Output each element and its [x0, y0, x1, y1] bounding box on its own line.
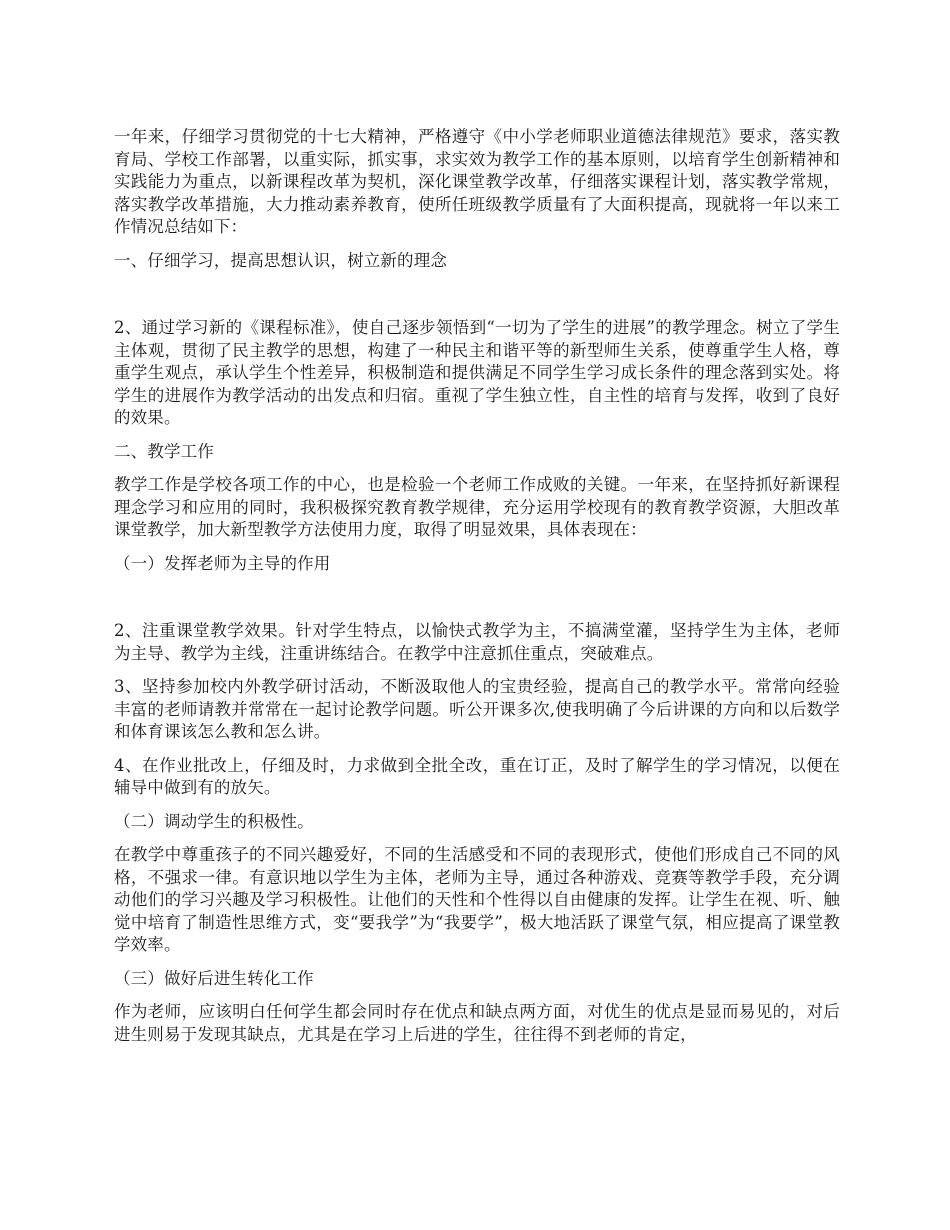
- document-page: [114, 126, 840, 1046]
- section-1-item-2: 2、通过学习新的《课程标准》，使自己逐步领悟到“一切为了学生的进展”的教学理念。树立了学生主体观，贯彻了民主教学的思想，构建了一种民主和谐平等的新型师生关系，使尊重学生人格，尊重学生观点，承认学生个性差异，积极制造和提供满足不同学生学习成长条件的理念落到实处。将学生的进展作为教学活动的出发点和归宿。重视了学生独立性，自主性的培育与发挥，收到了良好的效果。: [114, 318, 840, 427]
- subsection-3-heading: （三）做好后进生转化工作: [114, 968, 314, 988]
- subsection-1-heading: （一）发挥老师为主导的作用: [114, 553, 331, 573]
- subsection-1-item-3: 3、坚持参加校内外教学研讨活动，不断汲取他人的宝贵经验，提高自己的教学水平。常常向经验丰富的老师请教并常常在一起讨论教学问题。听公开课多次,使我明确了今后讲课的方向和以后数学和体育课该怎么教和怎么讲。: [114, 677, 840, 741]
- section-2-heading: 二、教学工作: [114, 441, 214, 461]
- subsection-3-body: 作为老师，应该明白任何学生都会同时存在优点和缺点两方面，对优生的优点是显而易见的，对后进生则易于发现其缺点，尤其是在学习上后进的学生，往往得不到老师的肯定，: [114, 1002, 840, 1044]
- section-1-heading: 一、仔细学习，提高思想认识，树立新的理念: [114, 250, 447, 270]
- subsection-1-item-4: 4、在作业批改上，仔细及时，力求做到全批全改，重在订正，及时了解学生的学习情况，以便在辅导中做到有的放矢。: [114, 755, 840, 797]
- subsection-2-body: 在教学中尊重孩子的不同兴趣爱好，不同的生活感受和不同的表现形式，使他们形成自己不同的风格，不强求一律。有意识地以学生为主体，老师为主导，通过各种游戏、竞赛等教学手段，充分调动他们的学习兴趣及学习积极性。让他们的天性和个性得以自由健康的发挥。让学生在视、听、触觉中培育了制造性思维方式，变“要我学”为“我要学”，极大地活跃了课堂气氛，相应提高了课堂教学效率。: [114, 845, 840, 954]
- intro-paragraph: 一年来，仔细学习贯彻党的十七大精神，严格遵守《中小学老师职业道德法律规范》要求，落实教育局、学校工作部署，以重实际，抓实事，求实效为教学工作的基本原则，以培育学生创新精神和实践能力为重点，以新课程改革为契机，深化课堂教学改革，仔细落实课程计划，落实教学常规，落实教学改革措施，大力推动素养教育，使所任班级教学质量有了大面积提高，现就将一年以来工作情况总结如下：: [114, 127, 840, 236]
- subsection-1-item-2: 2、注重课堂教学效果。针对学生特点，以愉快式教学为主，不搞满堂灌，坚持学生为主体，老师为主导、教学为主线，注重讲练结合。在教学中注意抓住重点，突破难点。: [114, 621, 840, 663]
- section-2-intro: 教学工作是学校各项工作的中心，也是检验一个老师工作成败的关键。一年来，在坚持抓好新课程理念学习和应用的同时，我积极探究教育教学规律，充分运用学校现有的教育教学资源，大胆改革课堂教学，加大新型教学方法使用力度，取得了明显效果，具体表现在：: [114, 475, 840, 539]
- subsection-2-heading: （二）调动学生的积极性。: [114, 811, 314, 831]
